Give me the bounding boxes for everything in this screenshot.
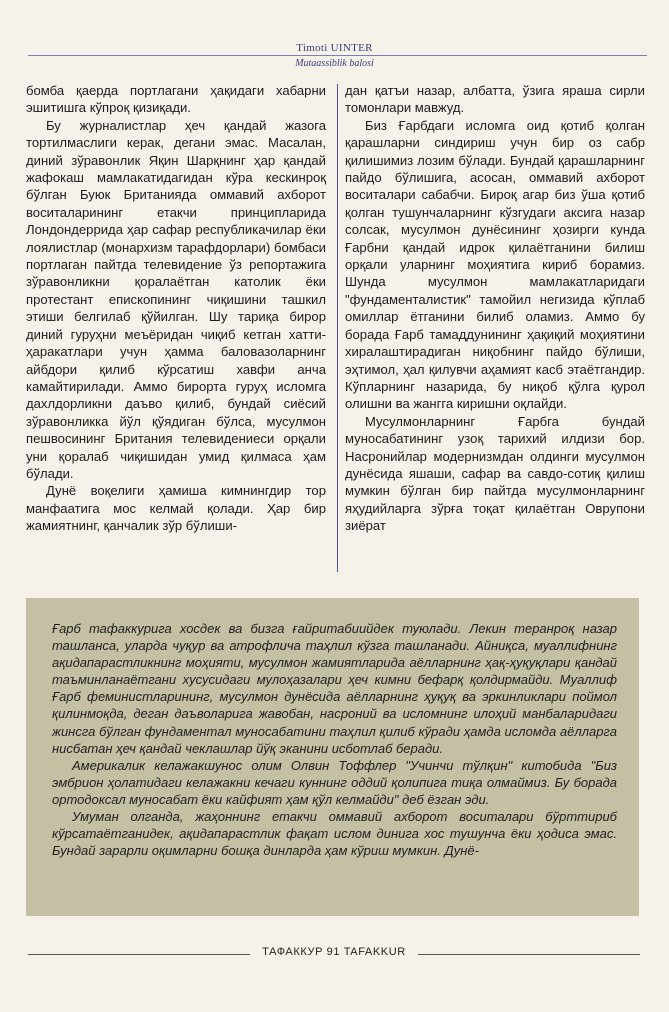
left-column	[26, 82, 326, 535]
footer-page-number: ТАФАККУР 91 TAFAKKUR	[262, 946, 406, 958]
paragraph: бомба қаерда портлагани ҳақидаги хабарни эшитишга кўпроқ қизиқади.	[26, 83, 326, 116]
column-divider	[337, 84, 338, 572]
header-rule	[28, 55, 647, 56]
footer-rule-right	[418, 954, 640, 955]
paragraph: Мусулмонларнинг Ғарбга бундай муносабатининг узоқ тарихий илдизи бор. Насронийлар модернизмдан олдинги мусулмон дунёсида яшаши, сафар ва савдо-сотиқ қилиш мумкин бўлган бир пайтда мусулмонларнинг яҳудийларга зўрға тоқат қилаётган Оврупони зиёрат	[345, 413, 645, 534]
header-subtitle: Mutaassiblik balosi	[295, 58, 374, 69]
header-author: Timoti UINTER	[296, 42, 373, 54]
paragraph: Биз Ғарбдаги исломга оид қотиб қолган қарашларни синдириш учун бир оз сабр қилишимиз лозим бўлади. Бундай қарашларнинг пайдо бўлишига, асосан, оммавий ахборот воситалари сабабчи. Бироқ агар биз ўша қотиб қолган тушунчаларнинг кўзгудаги аксига назар солсак, мусулмон дунёсининг ҳозирги кунда Ғарбни қандай идрок қилаётганини билиш орқали уларнинг моҳиятига кириб борамиз. Шунда мусулмон мамлакатларидаги "фундаменталистик" тамойил негизида кўплаб омиллар ётганини билиб оламиз. Аммо бу борада Ғарб тамаддунининг ҳақиқий моҳиятини хиралаштирадиган ниқобнинг пайдо бўлиши, эҳтимол, ҳал қилувчи аҳамият касб этаётгандир. Кўпларнинг назарида, бу ниқоб қўлга қурол олишни ва жангга киришни оқлайди.	[345, 117, 645, 412]
sidebar-paragraph: Ғарб тафаккурига хосдек ва бизга ғайритабиийдек туюлади. Лекин теранроқ назар ташланса, уларда чуқур ва атрофлича таҳлил кўзга ташланади. Айниқса, муаллифнинг ақидапарастликнинг моҳияти, мусулмон жамиятларида аёлларнинг ҳақ-ҳуқуқлари қандай таъминланаётгани хусусидаги мулоҳазалари ҳеч кимни бефарқ қолдирмайди. Муаллиф Ғарб феминистларининг, мусулмон дунёсида аёлларнинг ҳуқуқ ва эркинликлари поймол қилинмоқда, деган даъволарига жавобан, насроний ва исломнинг илоҳий манбаларидаги жинсга бўлган фундаментал муносабатини таҳлил қилиб кўради ҳамда исломда аёлларга нисбатан ҳеч қандай чеклашлар йўқ эканини исботлаб беради.	[52, 621, 617, 756]
article-body	[24, 82, 646, 582]
paragraph: дан қатъи назар, албатта, ўзига яраша сирли томонлари мавжуд.	[345, 83, 645, 116]
paragraph: Дунё воқелиги ҳамиша кимнингдир тор манфаатига мос келмай қолади. Ҳар бир жамиятнинг, қанчалик зўр бўлиши-	[26, 483, 326, 534]
sidebar-box	[26, 598, 639, 916]
running-header	[0, 40, 669, 76]
sidebar-paragraph: Умуман олганда, жаҳоннинг етакчи оммавий ахборот воситалари бўрттириб кўрсатаётганидек, ақидапарастлик фақат ислом динига хос тушунча ёки ҳодиса эмас. Бундай зарарли оқимларни бошқа динларда ҳам кўриш мумкин. Дунё-	[52, 809, 617, 859]
paragraph: Бу журналистлар ҳеч қандай жазога тортилмаслиги керак, дегани эмас. Масалан, диний зўравонлик Яқин Шарқнинг ҳар қандай жафокаш мамлакатидагидан кўра кескинроқ бўлган Буюк Британияда оммавий ахборот воситаларининг етакчи принципларида Лондондеррида ҳар сафар республикачилар ёки лоялистлар (монархизм тарафдорлари) бомбаси портлаган пайтда телевидение ўз репортажига зўравонликни қоралаётган католик ёки протестант епископининг чиқишини ташкил этиши белгилаб қўйилган. Шу тариқа бирор диний гуруҳни меъёридан чиқиб кетган хатти-ҳаракатлари учун ҳамма баловазоларнинг айбдори қилиб кўрсатиш хавфи анча камайтирилади. Аммо бирорта гуруҳ исломга дахлдорликни даъво қилиб, бундай сиёсий зўравонликка йўл қўядиган бўлса, мусулмон пешвосининг Британия телевидениеси орқали уни қоралаб чиқишидан умид қилмаса ҳам бўлади.	[26, 117, 326, 481]
right-column	[345, 82, 645, 535]
footer-rule-left	[28, 954, 250, 955]
sidebar-paragraph: Америкалик келажакшунос олим Олвин Тоффлер "Учинчи тўлқин" китобида "Биз эмбрион ҳолатидаги келажакни кечаги куннинг оддий қолипига тиқа олмаймиз. Бу борада ортодоксал муносабат ёки кайфият ҳам қўл келмайди" деб ёзган эди.	[52, 757, 617, 807]
page-footer	[0, 944, 669, 964]
